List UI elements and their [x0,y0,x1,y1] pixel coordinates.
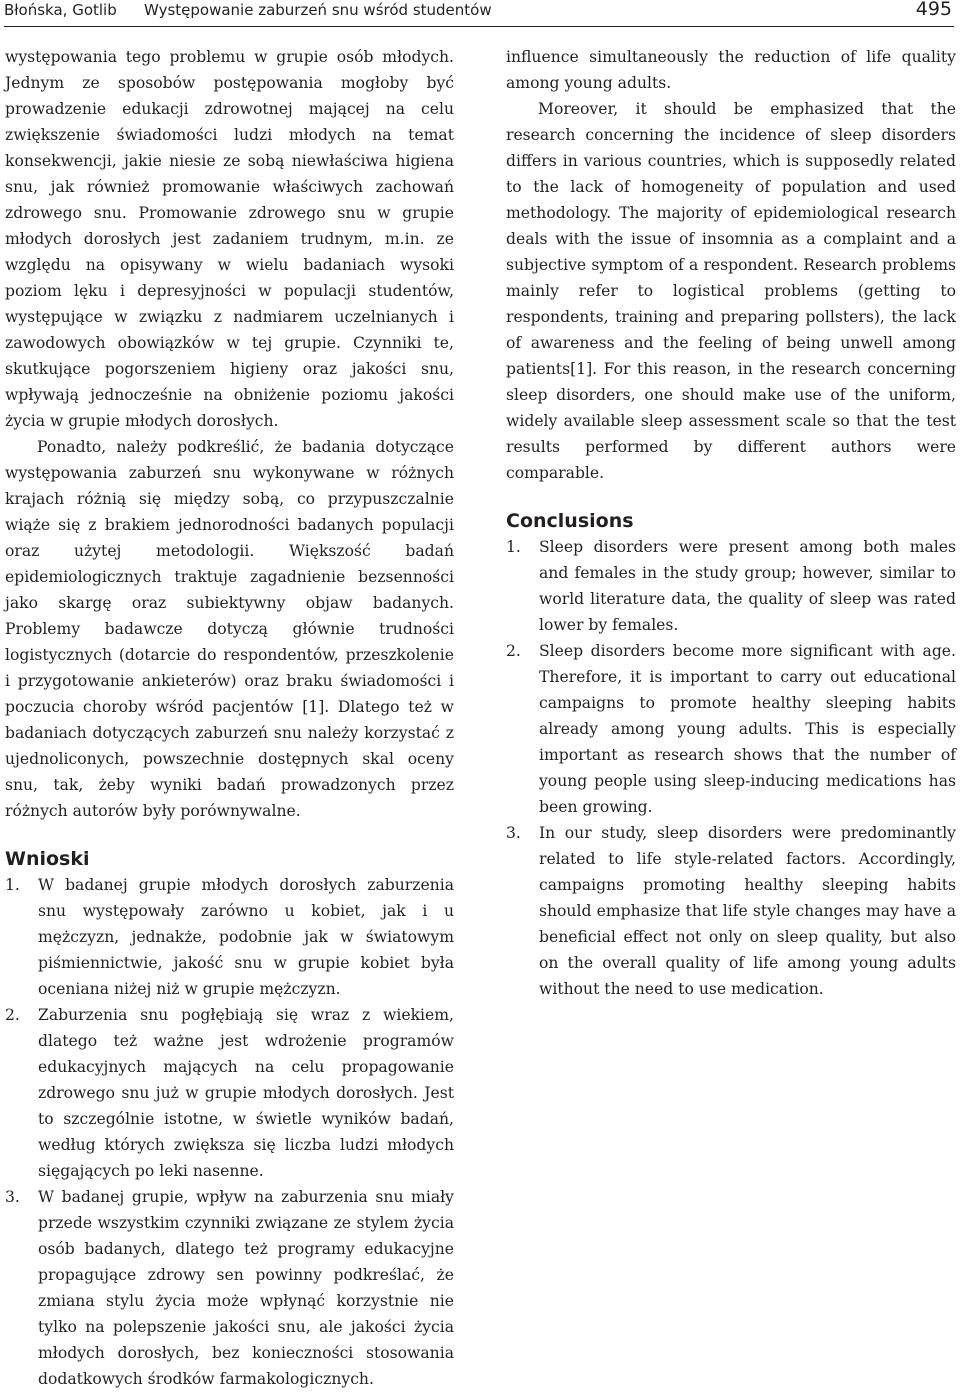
conclusions-list-en [506,534,956,1002]
list-item-text: Sleep disorders become more significant with age. Therefore, it is important to carry out educational campaigns to promote healthy sleeping habits already among young adults. This is especially important as research shows that the number of young people using sleep-inducing medications has been growing. [539,642,956,816]
list-number: 1. [5,876,20,894]
list-item-text: W badanej grupie młodych dorosłych zaburzenia snu występowały zarówno u kobiet, jak i u mężczyzn, jednakże, podobnie jak w światowym piśmiennictwie, jakość snu w grupie kobiet była oceniana niżej niż w grupie mężczyzn. [38,876,454,998]
left-column [5,44,454,1392]
list-number: 3. [506,824,521,842]
section-heading-wnioski: Wnioski [5,848,90,870]
paragraph: Ponadto, należy podkreślić, że badania dotyczące występowania zaburzeń snu wykonywane w różnych krajach różnią się między sobą, co przypuszczalnie wiąże się z brakiem jednorodności badanych populacji oraz użytej metodologii. Większość badań epidemiologicznych traktuje zagadnienie bezsenności jako skargę oraz subiektywny objaw badanych. Problemy badawcze dotyczą głównie trudności logistycznych (dotarcie do respondentów, przeszkolenie i przygotowanie ankieterów) oraz braku świadomości i poczucia choroby wśród pacjentów [1]. Dlatego też w badaniach dotyczących zaburzeń snu należy korzystać z ujednoliconych, powszechnie dostępnych skal oceny snu, tak, żeby wyniki badań prowadzonych przez różnych autorów były porównywalne. [5,438,454,820]
list-number: 2. [506,642,521,660]
page-number: 495 [915,0,952,20]
list-item [506,534,956,638]
list-item [5,872,454,1002]
list-item-text: Zaburzenia snu pogłębiają się wraz z wiekiem, dlatego też ważne jest wdrożenie programów edukacyjnych mających na celu propagowanie zdrowego snu już w grupie młodych dorosłych. Jest to szczególnie istotne, w świetle wyników badań, według których zwiększa się liczba ludzi młodych sięgających po leki nasenne. [38,1006,454,1180]
list-item [5,1184,454,1392]
paragraph: występowania tego problemu w grupie osób młodych. Jednym ze sposobów postępowania mogłoby być prowadzenie edukacji zdrowotnej mającej na celu zwiększenie świadomości ludzi młodych na temat konsekwencji, jakie niesie ze sobą niewłaściwa higiena snu, jak również promowanie właściwych zachowań zdrowego snu. Promowanie zdrowego snu w grupie młodych dorosłych jest zadaniem trudnym, m.in. ze względu na opisywany w wielu badaniach wysoki poziom lęku i depresyjności w populacji studentów, występujące w związku z nadmiarem uczelnianych i zawodowych obowiązków w tej grupie. Czynniki te, skutkujące pogorszeniem higieny oraz jakości snu, wpływają jednocześnie na obniżenie poziomu jakości życia w grupie młodych dorosłych. [5,48,454,430]
list-number: 2. [5,1006,20,1024]
header-authors: Błońska, Gotlib [4,1,117,19]
running-header [4,0,954,27]
header-title: Występowanie zaburzeń snu wśród studentów [144,1,492,19]
list-number: 1. [506,538,521,556]
list-item [506,638,956,820]
list-number: 3. [5,1188,20,1206]
list-item [506,820,956,1002]
paragraph: influence simultaneously the reduction of life quality among young adults. [506,48,956,92]
list-item-text: In our study, sleep disorders were predominantly related to life style-related factors. Accordingly, campaigns promoting healthy sleeping habits should emphasize that life style changes may have a beneficial effect not only on sleep quality, but also on the overall quality of life among young adults without the need to use medication. [539,824,956,998]
right-column [506,44,956,1002]
list-item [5,1002,454,1184]
section-heading-conclusions: Conclusions [506,510,634,532]
list-item-text: Sleep disorders were present among both males and females in the study group; however, similar to world literature data, the quality of sleep was rated lower by females. [539,538,956,634]
list-item-text: W badanej grupie, wpływ na zaburzenia snu miały przede wszystkim czynniki związane ze stylem życia osób badanych, dlatego też programy edukacyjne propagujące zdrowy sen powinny podkreślać, że zmiana stylu życia może wpłynąć korzystnie nie tylko na polepszenie jakości snu, ale jakości życia młodych dorosłych, bez konieczności stosowania dodatkowych środków farmakologicznych. [38,1188,454,1388]
conclusions-list-pl [5,872,454,1392]
paragraph: Moreover, it should be emphasized that the research concerning the incidence of sleep disorders differs in various countries, which is supposedly related to the lack of homogeneity of population and used methodology. The majority of epidemiological research deals with the issue of insomnia as a complaint and a subjective symptom of a respondent. Research problems mainly refer to logistical problems (getting to respondents, training and preparing pollsters), the lack of awareness and the feeling of being unwell among patients[1]. For this reason, in the research concerning sleep disorders, one should make use of the uniform, widely available sleep assessment scale so that the test results performed by different authors were comparable. [506,100,956,482]
